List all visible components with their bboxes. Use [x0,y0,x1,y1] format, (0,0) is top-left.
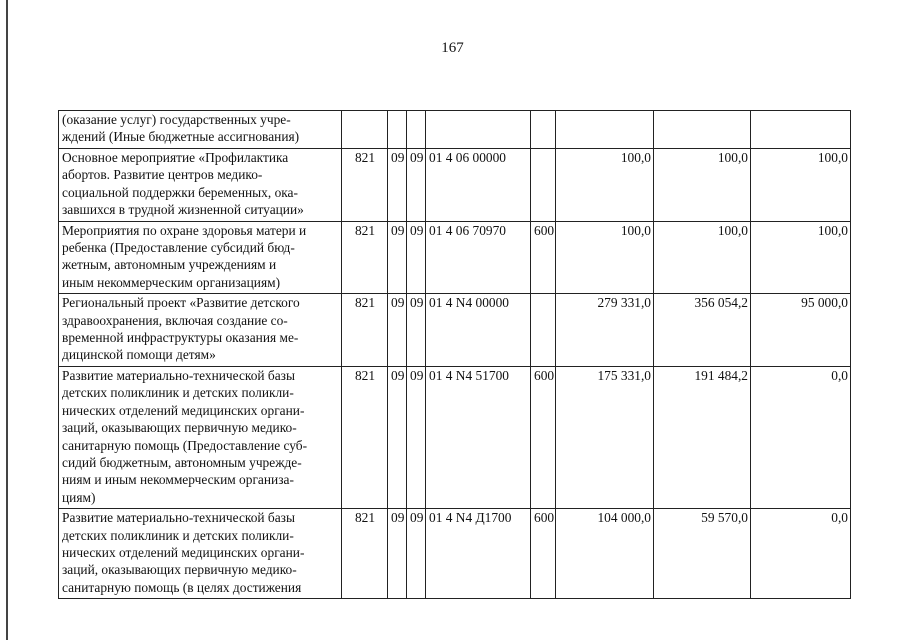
cell-ministry-code: 821 [342,366,388,508]
cell-amount-year-3: 100,0 [751,221,851,294]
scan-edge [6,0,8,640]
cell-amount-year-2: 100,0 [654,149,751,222]
cell-amount-year-2 [654,111,751,149]
cell-ministry-code: 821 [342,509,388,599]
cell-description: Региональный проект «Развитие детского здравоохранения, включая создание со- временной инфраструктуры оказания ме- дицинской помощи детям» [59,294,342,367]
cell-target-article: 01 4 N4 51700 [426,366,531,508]
table-row [59,366,851,508]
cell-subsection-code: 09 [407,509,426,599]
cell-description: Мероприятия по охране здоровья матери и ребенка (Предоставление субсидий бюд- жетным, автономным учреждениям и иным некоммерческим организациям) [59,221,342,294]
cell-amount-year-2: 191 484,2 [654,366,751,508]
cell-subsection-code: 09 [407,221,426,294]
cell-target-article: 01 4 06 70970 [426,221,531,294]
cell-amount-year-3 [751,111,851,149]
cell-expense-type [531,111,556,149]
cell-amount-year-2: 100,0 [654,221,751,294]
cell-ministry-code: 821 [342,221,388,294]
cell-subsection-code: 09 [407,294,426,367]
table-row [59,221,851,294]
cell-ministry-code [342,111,388,149]
cell-subsection-code: 09 [407,149,426,222]
cell-amount-year-3: 95 000,0 [751,294,851,367]
cell-expense-type [531,294,556,367]
cell-amount-year-1: 104 000,0 [556,509,654,599]
cell-expense-type: 600 [531,509,556,599]
cell-amount-year-3: 0,0 [751,366,851,508]
cell-amount-year-1: 279 331,0 [556,294,654,367]
cell-section-code: 09 [388,509,407,599]
cell-section-code [388,111,407,149]
cell-amount-year-1 [556,111,654,149]
table-row [59,111,851,149]
table-body [59,111,851,599]
page-number: 167 [441,40,464,56]
cell-target-article [426,111,531,149]
cell-target-article: 01 4 06 00000 [426,149,531,222]
cell-ministry-code: 821 [342,149,388,222]
cell-amount-year-1: 175 331,0 [556,366,654,508]
table-row [59,294,851,367]
cell-description: Развитие материально-технической базы детских поликлиник и детских поликли- нических отделений медицинских органи- заций, оказывающих первичную медико- санитарную помощь (Предоставление суб- сидий бюджетным, автономным учрежде- ниям и иным некоммерческим организа- циям) [59,366,342,508]
cell-section-code: 09 [388,149,407,222]
cell-section-code: 09 [388,366,407,508]
cell-subsection-code: 09 [407,366,426,508]
cell-section-code: 09 [388,221,407,294]
cell-expense-type: 600 [531,366,556,508]
budget-table [58,110,851,599]
cell-subsection-code [407,111,426,149]
cell-ministry-code: 821 [342,294,388,367]
cell-description: Развитие материально-технической базы детских поликлиник и детских поликли- нических отделений медицинских органи- заций, оказывающих первичную медико- санитарную помощь (в целях достижения [59,509,342,599]
cell-target-article: 01 4 N4 00000 [426,294,531,367]
cell-amount-year-1: 100,0 [556,221,654,294]
cell-description: Основное мероприятие «Профилактика абортов. Развитие центров медико- социальной поддержки беременных, ока- завшихся в трудной жизненной ситуации» [59,149,342,222]
cell-target-article: 01 4 N4 Д1700 [426,509,531,599]
cell-section-code: 09 [388,294,407,367]
cell-amount-year-3: 0,0 [751,509,851,599]
cell-description: (оказание услуг) государственных учре- ждений (Иные бюджетные ассигнования) [59,111,342,149]
table-row [59,149,851,222]
cell-expense-type [531,149,556,222]
table-row [59,509,851,599]
cell-amount-year-1: 100,0 [556,149,654,222]
cell-amount-year-2: 356 054,2 [654,294,751,367]
cell-amount-year-3: 100,0 [751,149,851,222]
cell-expense-type: 600 [531,221,556,294]
cell-amount-year-2: 59 570,0 [654,509,751,599]
